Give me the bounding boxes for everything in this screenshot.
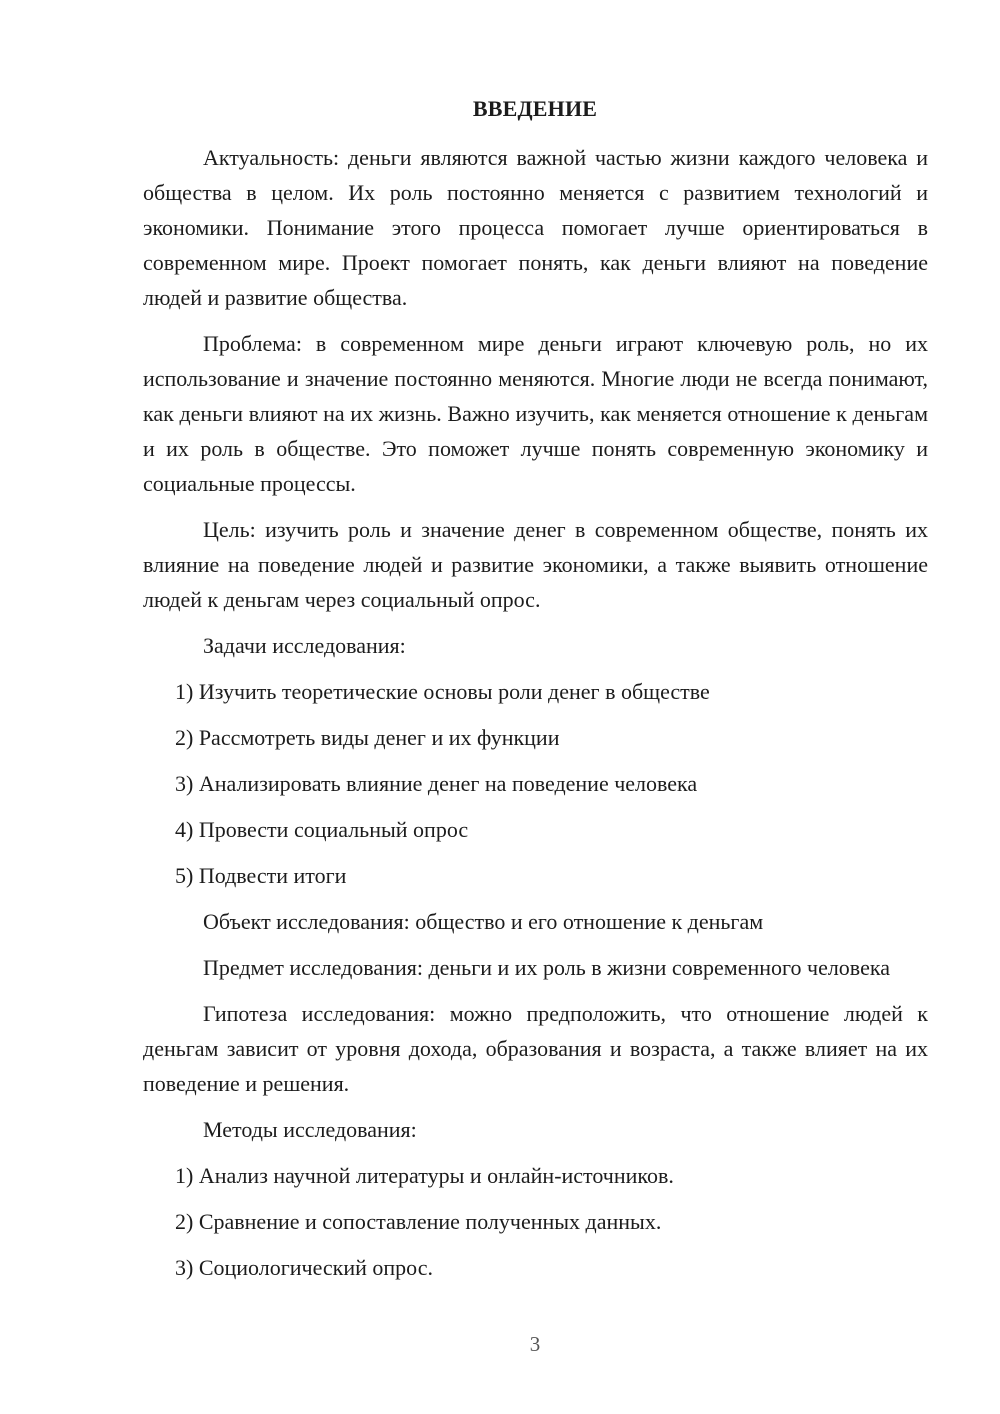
page-body (143, 140, 928, 1296)
task-item-5: 5) Подвести итоги (175, 863, 347, 888)
tasks-heading: Задачи исследования: (203, 633, 406, 658)
object-paragraph: Объект исследования: общество и его отношение к деньгам (203, 909, 764, 934)
hypothesis-paragraph: Гипотеза исследования: можно предположить, что отношение людей к деньгам зависит от уровня дохода, образования и возраста, а также влияет на их поведение и решения. (143, 1001, 928, 1096)
methods-heading: Методы исследования: (203, 1117, 417, 1142)
task-item-2: 2) Рассмотреть виды денег и их функции (175, 725, 560, 750)
task-item-4: 4) Провести социальный опрос (175, 817, 469, 842)
method-item-1: 1) Анализ научной литературы и онлайн-источников. (175, 1163, 674, 1188)
page-title: ВВЕДЕНИЕ (472, 96, 598, 121)
page-number: 3 (529, 1332, 541, 1356)
subject-paragraph: Предмет исследования: деньги и их роль в жизни современного человека (203, 955, 890, 980)
method-item-2: 2) Сравнение и сопоставление полученных данных. (175, 1209, 662, 1234)
goal-paragraph: Цель: изучить роль и значение денег в современном обществе, понять их влияние на поведение людей и развитие экономики, а также выявить отношение людей к деньгам через социальный опрос. (143, 517, 928, 612)
task-item-1: 1) Изучить теоретические основы роли денег в обществе (175, 679, 710, 704)
problem-paragraph: Проблема: в современном мире деньги играют ключевую роль, но их использование и значение постоянно меняются. Многие люди не всегда понимают, как деньги влияют на их жизнь. Важно изучить, как меняется отношение к деньгам и их роль в обществе. Это поможет лучше понять современную экономику и социальные процессы. (143, 331, 928, 496)
method-item-3: 3) Социологический опрос. (175, 1255, 433, 1280)
task-item-3: 3) Анализировать влияние денег на поведение человека (175, 771, 698, 796)
relevance-paragraph: Актуальность: деньги являются важной частью жизни каждого человека и общества в целом. Их роль постоянно меняется с развитием технологий и экономики. Понимание этого процесса помогает лучше ориентироваться в современном мире. Проект помогает понять, как деньги влияют на поведение людей и развитие общества. (143, 145, 928, 310)
